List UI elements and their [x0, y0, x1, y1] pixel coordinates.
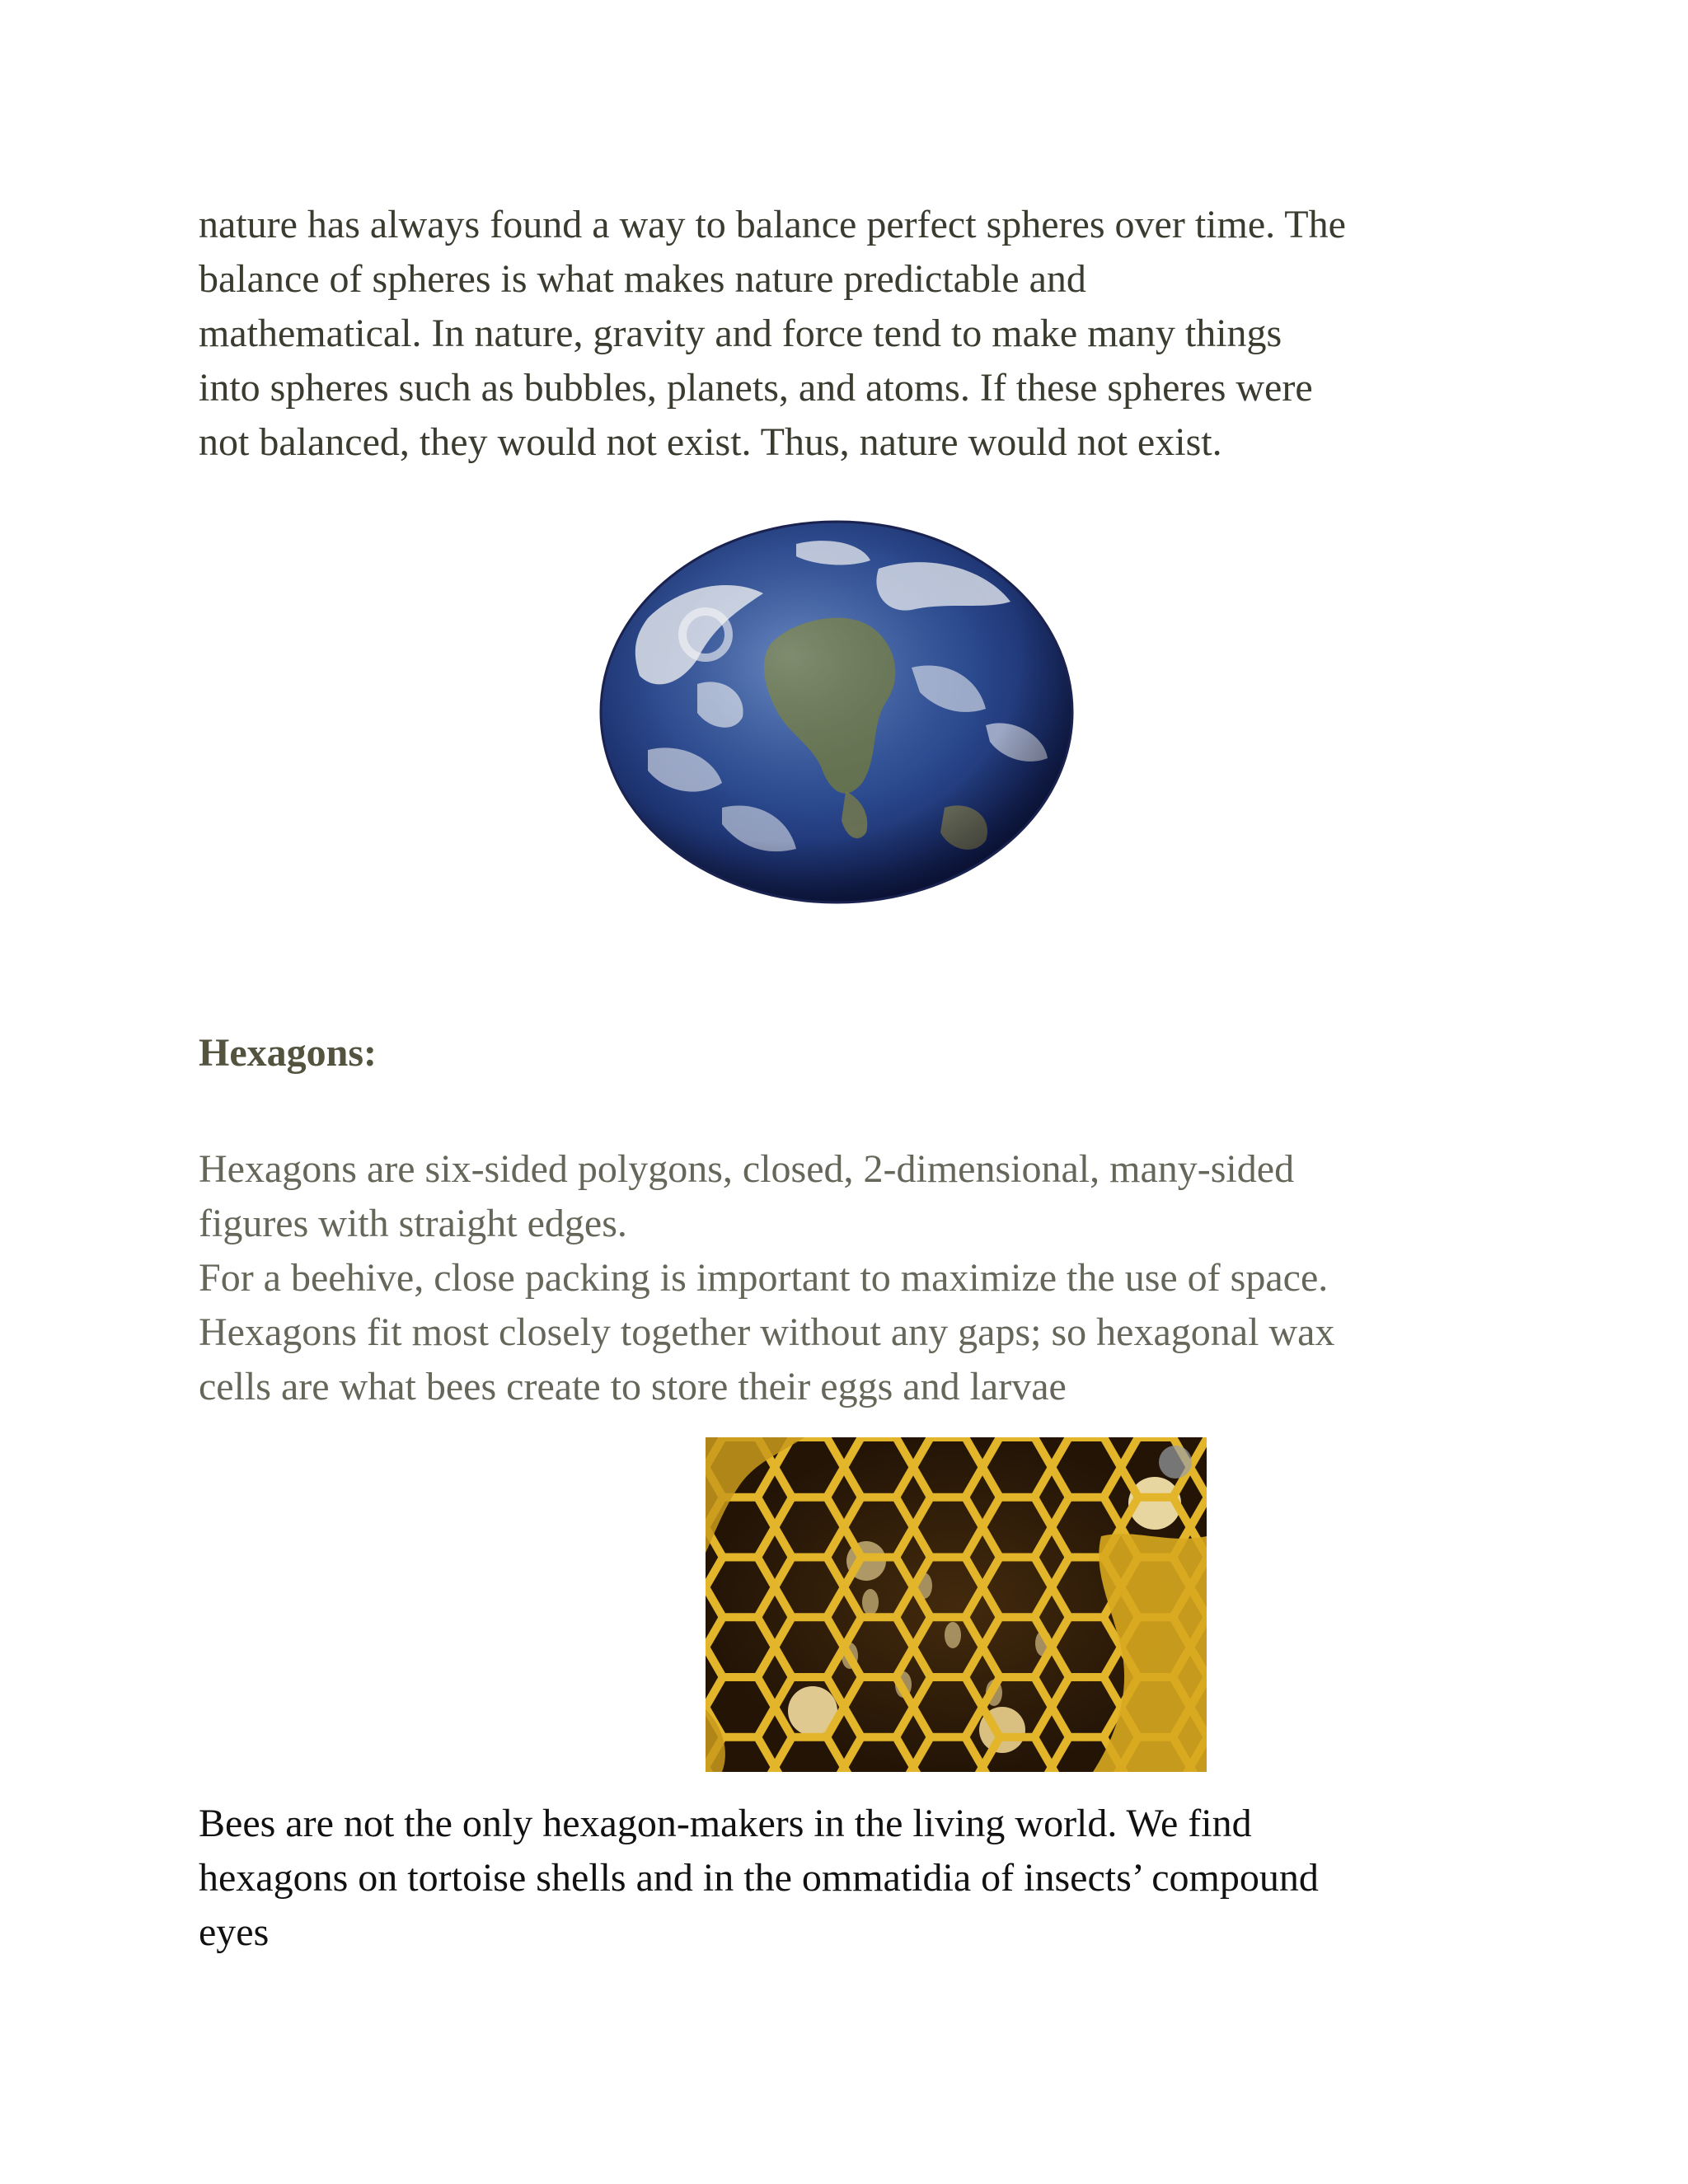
hexagons-line: For a beehive, close packing is important to maximize the use of space. — [199, 1256, 1329, 1300]
closing-line: hexagons on tortoise shells and in the ommatidia of insects’ compound — [199, 1856, 1319, 1900]
intro-line: mathematical. In nature, gravity and force tend to make many things — [199, 312, 1282, 355]
hexagons-paragraph — [199, 1142, 1334, 1414]
earth-image — [598, 519, 1075, 905]
closing-line: eyes — [199, 1910, 270, 1954]
honeycomb-image — [706, 1437, 1207, 1772]
closing-line: Bees are not the only hexagon-makers in the living world. We find — [199, 1802, 1252, 1845]
intro-line: balance of spheres is what makes nature predictable and — [199, 257, 1086, 301]
hexagons-line: Hexagons fit most closely together without any gaps; so hexagonal wax — [199, 1310, 1335, 1354]
hexagons-line: Hexagons are six-sided polygons, closed, 2-dimensional, many-sided — [199, 1147, 1295, 1191]
section-heading: Hexagons: — [199, 1031, 377, 1075]
hexagons-line: figures with straight edges. — [199, 1202, 627, 1245]
closing-paragraph — [199, 1797, 1319, 1960]
intro-paragraph — [199, 198, 1346, 470]
intro-line: nature has always found a way to balance perfect spheres over time. The — [199, 203, 1346, 246]
hexagons-line: cells are what bees create to store their eggs and larvae — [199, 1365, 1067, 1408]
intro-line: not balanced, they would not exist. Thus, nature would not exist. — [199, 420, 1222, 464]
intro-line: into spheres such as bubbles, planets, and atoms. If these spheres were — [199, 366, 1313, 410]
